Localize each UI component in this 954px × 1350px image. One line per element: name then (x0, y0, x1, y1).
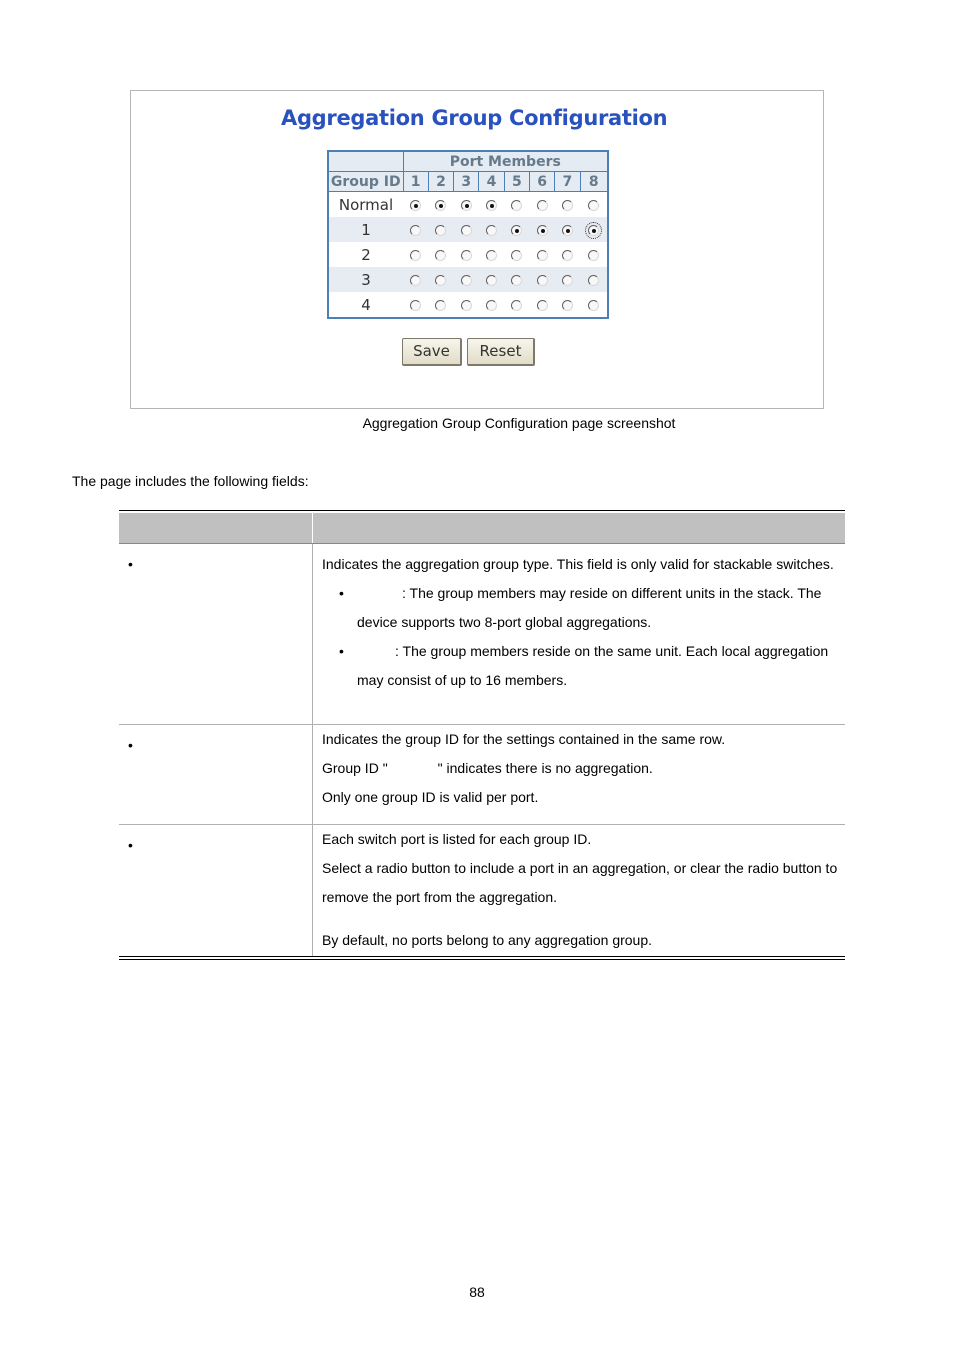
port-8-radio[interactable] (588, 300, 599, 311)
port-cell (504, 242, 529, 267)
port-1-radio[interactable] (410, 275, 421, 286)
port-header-3: 3 (454, 172, 479, 192)
port-6-radio[interactable] (537, 250, 548, 261)
fields-table (119, 510, 845, 960)
port-cell (428, 267, 453, 292)
group-row-normal (328, 192, 608, 218)
port-cell (428, 217, 453, 242)
port-cell (479, 217, 504, 242)
type-description: Indicates the aggregation group type. This field is only valid for stackable switches. (322, 556, 834, 572)
port-3-radio[interactable] (461, 225, 472, 236)
figure-caption: Aggregation Group Configuration page screenshot (362, 415, 676, 431)
port-cell (580, 242, 608, 267)
group-id-cell: 3 (328, 267, 403, 292)
port-cell (504, 267, 529, 292)
port-cell (580, 192, 608, 218)
port-4-radio[interactable] (486, 225, 497, 236)
port-7-radio[interactable] (562, 275, 573, 286)
port-6-radio[interactable] (537, 300, 548, 311)
port-cell (454, 292, 479, 318)
port-cell (529, 292, 554, 318)
port-7-radio[interactable] (562, 250, 573, 261)
group-id-valid-note: Only one group ID is valid per port. (322, 789, 539, 805)
port-members-description: Each switch port is listed for each group ID. (322, 831, 592, 847)
port-3-radio[interactable] (461, 200, 472, 211)
port-2-radio[interactable] (435, 225, 446, 236)
table-header (119, 513, 845, 544)
port-4-radio[interactable] (486, 275, 497, 286)
port-cell (454, 192, 479, 218)
port-8-radio[interactable] (588, 275, 599, 286)
port-6-radio[interactable] (537, 275, 548, 286)
port-members-default-note: By default, no ports belong to any aggregation group. (322, 932, 653, 948)
port-cell (555, 217, 580, 242)
aggregation-table (327, 150, 609, 319)
port-members-select-note: Select a radio button to include a port in an aggregation, or clear the radio button to remove the port from the aggregation. (322, 860, 838, 905)
port-5-radio[interactable] (511, 300, 522, 311)
port-4-radio[interactable] (486, 250, 497, 261)
port-cell (504, 192, 529, 218)
port-header-5: 5 (504, 172, 529, 192)
port-cell (529, 192, 554, 218)
group-row-1 (328, 217, 608, 242)
port-8-radio[interactable] (588, 225, 599, 236)
port-members-header: Port Members (403, 151, 608, 172)
port-cell (529, 267, 554, 292)
reset-button[interactable]: Reset (467, 338, 535, 366)
port-cell (479, 242, 504, 267)
table-top-rule (119, 510, 845, 511)
port-7-radio[interactable] (562, 300, 573, 311)
page-number: 88 (469, 1284, 485, 1300)
port-header-7: 7 (555, 172, 580, 192)
group-row-3 (328, 267, 608, 292)
port-2-radio[interactable] (435, 275, 446, 286)
port-8-radio[interactable] (588, 250, 599, 261)
port-cell (504, 217, 529, 242)
port-header-6: 6 (529, 172, 554, 192)
port-2-radio[interactable] (435, 250, 446, 261)
bullet: • (128, 737, 133, 753)
port-4-radio[interactable] (486, 300, 497, 311)
global-description: : The group members may reside on different units in the stack. The device supports two 8-port global aggregations. (357, 585, 822, 630)
port-6-radio[interactable] (537, 225, 548, 236)
port-header-1: 1 (403, 172, 428, 192)
port-5-radio[interactable] (511, 250, 522, 261)
local-description: : The group members reside on the same unit. Each local aggregation may consist of up to 16 members. (357, 643, 829, 688)
port-cell (479, 192, 504, 218)
port-cell (504, 292, 529, 318)
port-cell (454, 267, 479, 292)
intro-text: The page includes the following fields: (72, 473, 309, 489)
port-2-radio[interactable] (435, 200, 446, 211)
port-header-2: 2 (428, 172, 453, 192)
port-8-radio[interactable] (588, 200, 599, 211)
port-header-4: 4 (479, 172, 504, 192)
group-row-2 (328, 242, 608, 267)
port-3-radio[interactable] (461, 275, 472, 286)
port-cell (580, 267, 608, 292)
field-row-port-members (119, 825, 845, 956)
group-id-normal-note: Group ID " " indicates there is no aggregation. (322, 760, 653, 776)
port-cell (403, 217, 428, 242)
group-id-cell: Normal (338, 195, 394, 214)
port-3-radio[interactable] (461, 250, 472, 261)
group-id-description: Indicates the group ID for the settings contained in the same row. (322, 731, 726, 747)
bullet: • (128, 556, 133, 572)
port-1-radio[interactable] (410, 250, 421, 261)
port-cell (454, 242, 479, 267)
port-cell (454, 217, 479, 242)
page-title: Aggregation Group Configuration (281, 106, 668, 130)
port-6-radio[interactable] (537, 200, 548, 211)
empty-header-cell (328, 151, 403, 172)
port-cell (555, 192, 580, 218)
port-cell (403, 192, 428, 218)
save-button[interactable]: Save (402, 338, 462, 366)
port-cell (580, 292, 608, 318)
port-5-radio[interactable] (511, 225, 522, 236)
port-header-8: 8 (580, 172, 608, 192)
group-id-header: Group ID (328, 172, 403, 192)
port-cell (555, 267, 580, 292)
bullet: • (128, 837, 133, 853)
port-cell (403, 292, 428, 318)
port-2-radio[interactable] (435, 300, 446, 311)
port-5-radio[interactable] (511, 275, 522, 286)
port-1-radio[interactable] (410, 225, 421, 236)
port-1-radio[interactable] (410, 300, 421, 311)
port-cell (580, 217, 608, 242)
port-cell (479, 267, 504, 292)
port-cell (403, 267, 428, 292)
port-7-radio[interactable] (562, 200, 573, 211)
port-cell (428, 242, 453, 267)
port-cell (555, 242, 580, 267)
group-row-4 (328, 292, 608, 318)
port-cell (428, 192, 453, 218)
port-cell (529, 242, 554, 267)
port-cell (428, 292, 453, 318)
port-cell (403, 242, 428, 267)
port-cell (479, 292, 504, 318)
group-id-cell: 2 (361, 245, 371, 264)
field-row-type: • Indicates the aggregation group type. This field is only valid for stackable switches. • : The group members may reside on different units in the stack. The device supports two 8-port global aggregations. • : The group members reside on the same unit. Each local aggregation may consist of up to 16 members. (119, 544, 845, 725)
field-row-group-id (119, 725, 845, 825)
port-cell (529, 217, 554, 242)
group-id-cell: 4 (361, 295, 371, 314)
port-7-radio[interactable] (562, 225, 573, 236)
port-1-radio[interactable] (410, 200, 421, 211)
group-id-cell: 1 (328, 217, 403, 242)
port-4-radio[interactable] (486, 200, 497, 211)
port-3-radio[interactable] (461, 300, 472, 311)
port-5-radio[interactable] (511, 200, 522, 211)
port-cell (555, 292, 580, 318)
